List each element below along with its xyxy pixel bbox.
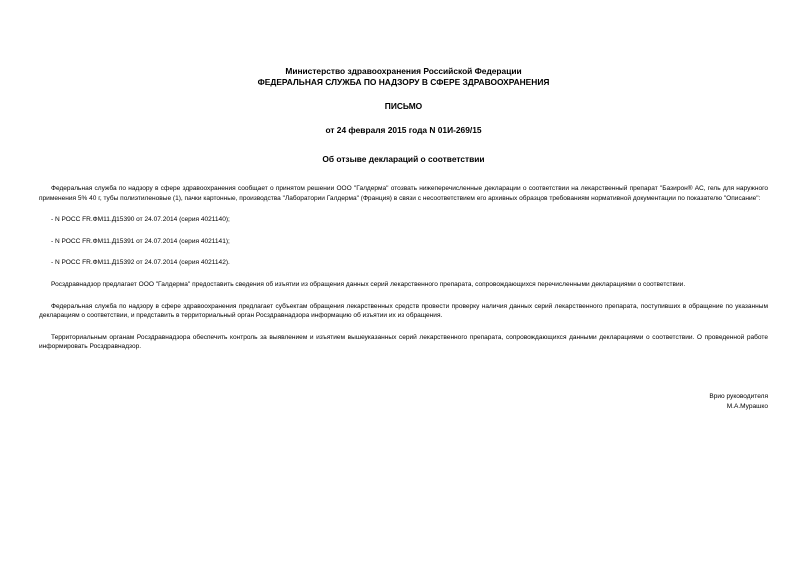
document-body <box>39 184 768 352</box>
agency-name: ФЕДЕРАЛЬНАЯ СЛУЖБА ПО НАДЗОРУ В СФЕРЕ ЗДРАВООХРАНЕНИЯ <box>257 77 550 87</box>
document-page <box>39 66 768 410</box>
list-item-declaration-3: - N РОСС FR.ФМ11.Д15392 от 24.07.2014 (серия 4021142). <box>51 259 230 267</box>
paragraph-intro: Федеральная служба по надзору в сфере здравоохранения сообщает о принятом решении ООО "Галдерма" отозвать нижеперечисленные декларации о соответствии на лекарственный препарат "Базирон® АС, гель для наружного применения 5% 40 г, тубы полиэтиленовые (1), пачки картонные, производства "Лаборатории Галдерма" (Франция) в связи с несоответствием его архивных образцов требованиям нормативной документации по показателю "Описание": <box>39 185 768 202</box>
signatory-position: Врио руководителя <box>709 393 768 400</box>
paragraph-request-galderma: Росздравнадзор предлагает ООО "Галдерма" предоставить сведения об изъятии из обращения данных серий лекарственного препарата, сопровождающихся перечисленными декларациями о соответствии. <box>51 280 686 288</box>
list-item-declaration-2: - N РОСС FR.ФМ11.Д15391 от 24.07.2014 (серия 4021141); <box>51 237 230 245</box>
document-subject: Об отзыве деклараций о соответствии <box>322 154 485 164</box>
signature-block <box>709 392 768 411</box>
paragraph-territorial-control: Территориальным органам Росздравнадзора обеспечить контроль за выявлением и изъятием вышеуказанных серий лекарственного препарата, сопровождающихся данными декларациями о соответствии. О проведенной работе информировать Росздравнадзор. <box>39 333 768 351</box>
document-type: ПИСЬМО <box>384 101 423 111</box>
paragraph-request-subjects: Федеральная служба по надзору в сфере здравоохранения предлагает субъектам обращения лекарственных средств провести проверку наличия данных серий лекарственного препарата, поступивших в обращение по указанным декларациям о соответствии, и представить в территориальный орган Росздравнадзора информацию об изъятии их из обращения. <box>39 302 768 320</box>
signatory-name: М.А.Мурашко <box>726 402 768 410</box>
document-date-number: от 24 февраля 2015 года N 01И-269/15 <box>325 125 482 135</box>
ministry-name: Министерство здравоохранения Российской Федерации <box>285 66 522 76</box>
list-item-declaration-1: - N РОСС FR.ФМ11.Д15390 от 24.07.2014 (серия 4021140); <box>51 216 230 224</box>
